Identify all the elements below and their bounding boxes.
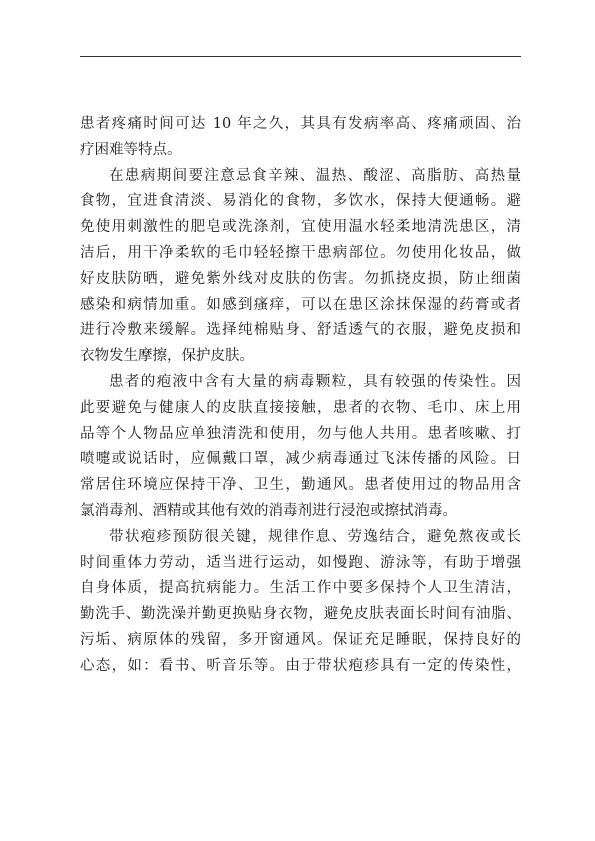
text-line: 免使用刺激性的肥皂或洗涤剂，宜使用温水轻柔地清洗患区，清 xyxy=(80,219,521,236)
paragraph xyxy=(80,370,521,525)
text-line: 患者的疱液中含有大量的病毒颗粒，具有较强的传染性。因 xyxy=(109,373,521,390)
text-line: 勤洗手、勤洗澡并勤更换贴身衣物，避免皮肤表面长时间有油脂、 xyxy=(80,606,521,623)
text-line: 感染和病情加重。如感到瘙痒，可以在患区涂抹保湿的药膏或者 xyxy=(80,296,521,313)
text-line: 氯消毒剂、酒精或其他有效的消毒剂进行浸泡或擦拭消毒。 xyxy=(80,502,457,519)
text-line: 此要避免与健康人的皮肤直接接触，患者的衣物、毛巾、床上用 xyxy=(80,399,521,416)
text-line: 食物，宜进食清淡、易消化的食物，多饮水，保持大便通畅。避 xyxy=(80,193,521,210)
text-line: 洁后，用干净柔软的毛巾轻轻擦干患病部位。勿使用化妆品，做 xyxy=(80,244,521,261)
text-line: 常居住环境应保持干净、卫生，勤通风。患者使用过的物品用含 xyxy=(80,477,521,494)
header-rule xyxy=(80,56,521,57)
text-line: 患者疼痛时间可达 10 年之久，其具有发病率高、疼痛顽固、治 xyxy=(80,116,521,132)
text-line: 喷嚏或说话时，应佩戴口罩，减少病毒通过飞沫传播的风险。日 xyxy=(80,451,521,468)
text-line: 心态，如：看书、听音乐等。由于带状疱疹具有一定的传染性， xyxy=(80,657,521,674)
text-line: 污垢、病原体的残留，多开窗通风。保证充足睡眠，保持良好的 xyxy=(80,631,521,648)
paragraph xyxy=(80,525,521,680)
text-line: 时间重体力劳动，适当进行运动，如慢跑、游泳等，有助于增强 xyxy=(80,554,521,571)
paragraph xyxy=(80,164,521,370)
text-line: 在患病期间要注意忌食辛辣、温热、酸涩、高脂肪、高热量 xyxy=(109,167,521,184)
text-line: 自身体质，提高抗病能力。生活工作中要多保持个人卫生清洁， xyxy=(80,580,521,597)
text-line: 疗困难等特点。 xyxy=(80,141,182,158)
text-line: 进行冷敷来缓解。选择纯棉贴身、舒适透气的衣服，避免皮损和 xyxy=(80,322,521,339)
body-text xyxy=(80,112,521,680)
text-line: 好皮肤防晒，避免紫外线对皮肤的伤害。勿抓挠皮损，防止细菌 xyxy=(80,270,521,287)
text-line: 带状疱疹预防很关键，规律作息、劳逸结合，避免熬夜或长 xyxy=(109,528,521,545)
text-line: 衣物发生摩擦，保护皮肤。 xyxy=(80,348,254,365)
text-line: 品等个人物品应单独清洗和使用，勿与他人共用。患者咳嗽、打 xyxy=(80,425,521,442)
paragraph xyxy=(80,112,521,164)
